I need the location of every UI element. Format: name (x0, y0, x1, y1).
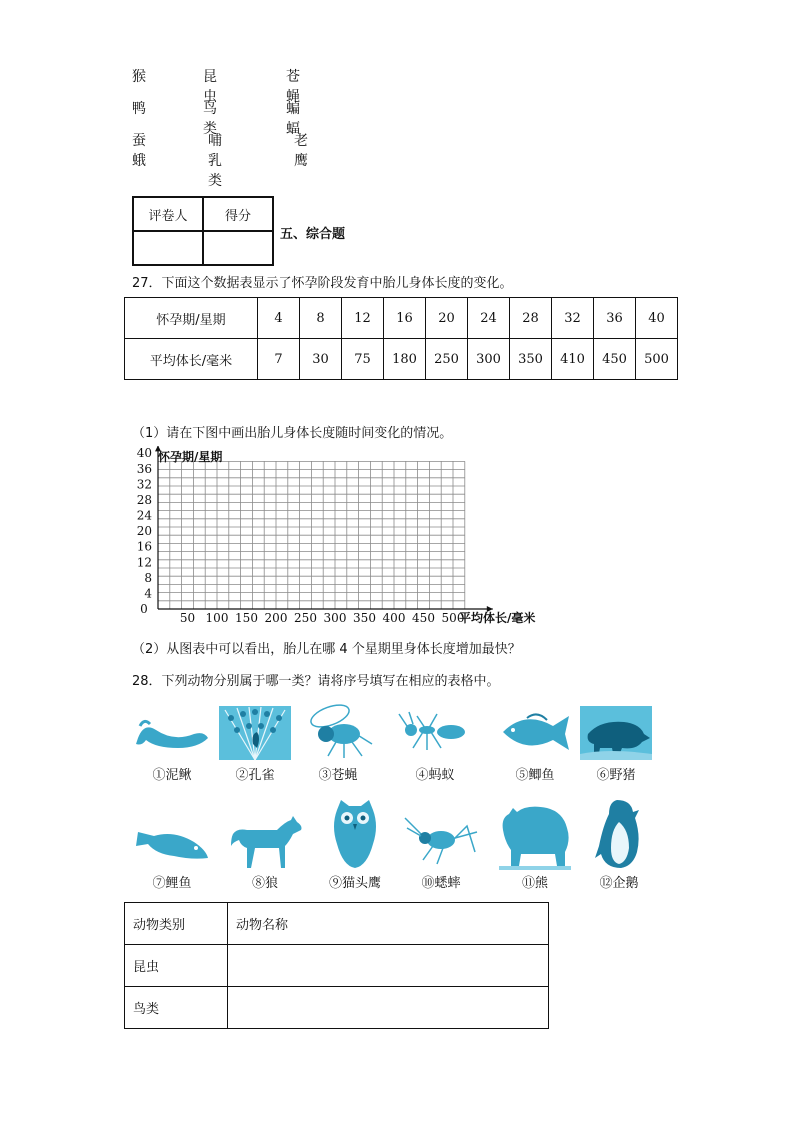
question-27-part-2: （2）从图表中可以看出，胎儿在哪 4 个星期里身体长度增加最快？ (132, 642, 521, 657)
animal-ant (396, 704, 474, 783)
fly-icon (300, 704, 376, 762)
animal-cricket (402, 812, 480, 891)
length-cell: 450 (594, 339, 636, 380)
animal-boar (577, 704, 655, 783)
y-tick-label: 16 (136, 539, 152, 554)
animal-loach (133, 704, 211, 783)
y-tick-label: 28 (136, 492, 152, 507)
loach-icon (134, 704, 210, 762)
penguin-icon (581, 796, 657, 870)
category-cell: 鸟类 (125, 987, 228, 1029)
table-row (125, 339, 678, 380)
length-cell: 410 (552, 339, 594, 380)
x-tick-label: 350 (353, 611, 376, 625)
animal-penguin (580, 796, 658, 891)
animal-classification-table (124, 902, 549, 1029)
word: 蚕蛾 (132, 133, 146, 169)
x-tick-label: 450 (412, 611, 435, 625)
animal-label: ⑦鲤鱼 (152, 876, 192, 891)
animal-label: ③苍蝇 (318, 768, 358, 783)
animal-label: ⑨猫头鹰 (328, 876, 381, 891)
x-tick-label: 250 (294, 611, 317, 625)
table-row (125, 945, 549, 987)
question-27-stem: 27．下面这个数据表显示了怀孕阶段发育中胎儿身体长度的变化。 (132, 276, 513, 291)
word: 鸟类 (203, 101, 217, 137)
word: 昆虫 (203, 69, 217, 105)
week-cell: 4 (258, 298, 300, 339)
growth-data-table (124, 297, 678, 380)
week-cell: 20 (426, 298, 468, 339)
reviewer-header: 评卷人 (133, 197, 203, 231)
y-axis-label: 怀孕期/星期 (158, 450, 223, 464)
length-cell: 500 (636, 339, 678, 380)
week-cell: 8 (300, 298, 342, 339)
word: 鸭 (132, 101, 146, 117)
animal-label: ①泥鳅 (152, 768, 192, 783)
week-cell: 36 (594, 298, 636, 339)
y-tick-label: 4 (144, 586, 152, 601)
week-cell: 40 (636, 298, 678, 339)
question-27-part-1: （1）请在下图中画出胎儿身体长度随时间变化的情况。 (132, 426, 453, 441)
y-tick-label: 32 (136, 477, 152, 492)
x-tick-label: 500 (441, 611, 465, 625)
owl-icon (317, 796, 393, 870)
length-header: 平均体长/毫米 (125, 339, 258, 380)
table-row (125, 987, 549, 1029)
week-cell: 28 (510, 298, 552, 339)
section-title: 五、综合题 (280, 227, 346, 242)
animal-label: ②孔雀 (235, 768, 275, 783)
x-tick-label: 300 (323, 611, 347, 625)
animal-label: ⑧狼 (251, 876, 278, 891)
answer-cell[interactable] (228, 987, 549, 1029)
name-header: 动物名称 (228, 903, 549, 945)
x-tick-label: 150 (235, 611, 258, 625)
animal-label: ⑫企鹅 (599, 876, 639, 891)
animal-owl (316, 796, 394, 891)
length-cell: 300 (468, 339, 510, 380)
animal-crucian (496, 704, 574, 783)
animal-wolf (226, 812, 304, 891)
word: 哺乳类 (208, 133, 222, 189)
question-28-stem: 28．下列动物分别属于哪一类？请将序号填写在相应的表格中。 (132, 674, 500, 689)
score-table (132, 196, 274, 266)
origin-label: 0 (140, 602, 148, 616)
reviewer-cell[interactable] (133, 231, 203, 265)
table-row (125, 903, 549, 945)
answer-cell[interactable] (228, 945, 549, 987)
word: 猴 (132, 69, 146, 85)
category-cell: 昆虫 (125, 945, 228, 987)
week-cell: 24 (468, 298, 510, 339)
word: 苍蝇 (286, 69, 300, 105)
length-cell: 180 (384, 339, 426, 380)
week-cell: 16 (384, 298, 426, 339)
word: 老鹰 (294, 133, 308, 169)
wolf-icon (227, 812, 303, 870)
length-cell: 30 (300, 339, 342, 380)
blank-graph-grid[interactable] (124, 446, 564, 632)
x-tick-label: 100 (205, 611, 229, 625)
ant-icon (397, 704, 473, 762)
score-header: 得分 (203, 197, 273, 231)
y-tick-label: 24 (136, 508, 152, 523)
x-tick-label: 200 (264, 611, 288, 625)
length-cell: 75 (342, 339, 384, 380)
bear-icon (497, 796, 573, 870)
y-tick-label: 12 (136, 555, 152, 570)
boar-icon (578, 704, 654, 762)
word: 蝙蝠 (286, 101, 300, 137)
length-cell: 7 (258, 339, 300, 380)
crucian-icon (497, 704, 573, 762)
table-row (125, 298, 678, 339)
cricket-icon (403, 812, 479, 870)
animal-carp (133, 812, 211, 891)
length-cell: 250 (426, 339, 468, 380)
animal-label: ⑤鲫鱼 (515, 768, 555, 783)
week-cell: 32 (552, 298, 594, 339)
length-cell: 350 (510, 339, 552, 380)
x-tick-label: 50 (179, 611, 196, 625)
y-tick-label: 8 (144, 570, 152, 585)
animal-label: ④蚂蚁 (415, 768, 455, 783)
peacock-icon (217, 704, 293, 762)
animal-label: ⑥野猪 (596, 768, 636, 783)
animal-fly (299, 704, 377, 783)
carp-icon (134, 812, 210, 870)
animal-bear (496, 796, 574, 891)
x-tick-label: 400 (382, 611, 406, 625)
y-tick-label: 20 (136, 524, 152, 539)
week-cell: 12 (342, 298, 384, 339)
y-tick-label: 40 (136, 446, 152, 461)
animal-label: ⑩蟋蟀 (421, 876, 461, 891)
y-tick-label: 36 (136, 461, 152, 476)
score-cell[interactable] (203, 231, 273, 265)
weeks-header: 怀孕期/星期 (125, 298, 258, 339)
animal-peacock (216, 704, 294, 783)
animal-label: ⑪熊 (521, 876, 548, 891)
category-header: 动物类别 (125, 903, 228, 945)
x-axis-label: 平均体长/毫米 (459, 611, 536, 625)
